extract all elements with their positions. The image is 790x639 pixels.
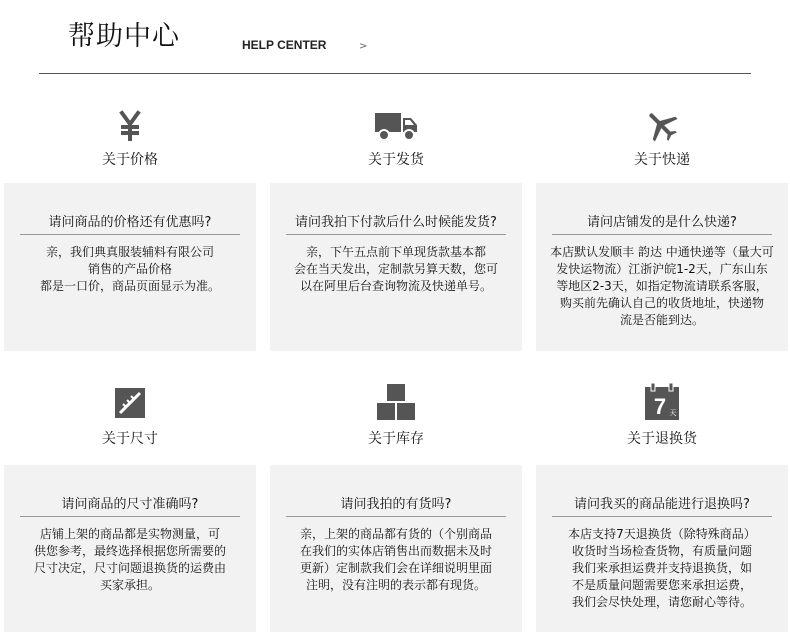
faq-answer: 亲，下午五点前下单现货款基本都 会在当天发出，定制款另算天数，您可 以在阿里后台查询物流及快递单号。 [293, 245, 498, 293]
faq-card [536, 465, 788, 632]
section-label: 关于库存 [368, 431, 424, 447]
ruler-icon [4, 386, 256, 420]
section-label: 关于快递 [634, 152, 690, 168]
card-divider [552, 516, 772, 517]
section-label: 关于尺寸 [102, 431, 158, 447]
calendar-number: 7 [653, 394, 667, 419]
faq-question: 请问我买的商品能进行退换吗? [574, 497, 750, 512]
yen-icon [4, 108, 256, 142]
calendar-unit: 天 [669, 409, 677, 417]
faq-card [536, 183, 788, 351]
section-price [4, 108, 256, 351]
faq-question: 请问店铺发的是什么快递? [587, 215, 737, 230]
faq-question: 请问商品的尺寸准确吗? [61, 497, 199, 512]
card-divider [552, 234, 772, 235]
faq-card [4, 183, 256, 351]
faq-answer: 亲，上架的商品都有货的（个别商品 在我们的实体店销售出而数据未及时 更新）定制款我们会在详细说明里面 注明，没有注明的表示都有现货。 [299, 527, 492, 592]
faq-card [270, 183, 522, 351]
faq-answer: 本店默认发顺丰 韵达 中通快递等（量大可 发快运物流）江浙沪皖1-2天，广东山东 等地区2-3天，如指定物流请联系客服， 购买前先确认自己的收货地址，快递物 流是否能到达。 [550, 245, 774, 327]
faq-question: 请问我拍下付款后什么时候能发货? [295, 215, 497, 230]
card-divider [286, 516, 506, 517]
airplane-icon [536, 108, 788, 142]
boxes-icon [270, 383, 522, 421]
page-subtitle: HELP CENTER [242, 38, 327, 52]
faq-question: 请问商品的价格还有优惠吗? [48, 215, 212, 230]
truck-icon [270, 108, 522, 142]
header-divider [39, 73, 751, 74]
faq-card [270, 465, 522, 632]
section-label: 关于发货 [368, 152, 424, 168]
card-divider [286, 234, 506, 235]
section-label: 关于退换货 [627, 431, 697, 447]
faq-question: 请问我拍的有货吗? [340, 497, 452, 512]
card-divider [20, 516, 240, 517]
faq-card [4, 465, 256, 632]
section-returns [536, 383, 788, 632]
section-size [4, 386, 256, 632]
section-express [536, 108, 788, 351]
card-divider [20, 234, 240, 235]
chevron-right-icon: > [359, 41, 368, 52]
section-shipping [270, 108, 522, 351]
calendar-7-icon [536, 383, 788, 421]
section-label: 关于价格 [102, 152, 158, 168]
faq-answer: 亲，我们典真服装辅料有限公司 销售的产品价格 都是一口价，商品页面显示为准。 [39, 245, 220, 293]
page-title: 帮助中心 [68, 21, 180, 52]
section-stock [270, 383, 522, 632]
faq-answer: 店铺上架的商品都是实物测量，可 供您参考，最终选择根据您所需要的 尺寸决定，尺寸问题退换货的运费由 买家承担。 [33, 527, 226, 592]
faq-answer: 本店支持7天退换货（除特殊商品） 收货时当场检查货物，有质量问题 我们来承担运费并支持退换货，如 不是质量问题需要您来承担运费， 我们会尽快处理，请您耐心等待。 [568, 527, 756, 609]
